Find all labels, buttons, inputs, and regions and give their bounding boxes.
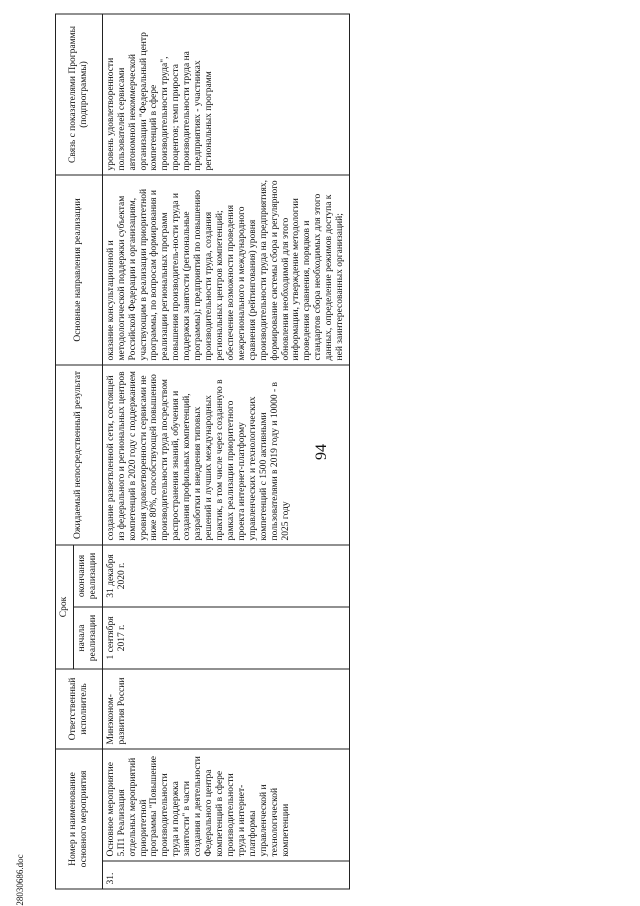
header-row [56, 14, 74, 889]
header-name: Номер и наименование основного мероприятия [56, 749, 103, 889]
row-start: 1 сентября 2017 г. [102, 607, 349, 669]
header-term: Срок [56, 545, 74, 669]
row-result: создание разветвленной сети, состоящей из федерального и региональных центров компетенций в 2020 году с поддержанием уровня удовлетворенности сервисами не ниже 80%, способствующей повышению производительности труда посредством распространения знаний, обучения и создания профильных компетенций, разработки и внедрения типовых решений и лучших международных практик, в том числе через созданную в рамках реализации приоритетного проекта интернет-платформу управленческих и технологических компетенций с 1500 активными пользователями в 2019 году и 10000 - в 2025 году [102, 365, 349, 545]
footer-file-code: 28030686.doc [15, 854, 25, 906]
row-number: 31. [102, 861, 349, 889]
table-row [102, 14, 349, 889]
row-link: уровень удовлетворенности пользователей сервисами автономной некоммерческой организации "Федеральный центр компетенций в сфере производительности труда", процентов; темп прироста производительности труда на предприятиях - участниках региональных программ [102, 14, 349, 175]
rotated-page [55, 15, 640, 890]
header-start: начала реализации [73, 607, 102, 669]
header-link: Связь с показателями Программы (подпрограммы) [56, 14, 103, 175]
header-result: Ожидаемый непосредственный результат [56, 365, 103, 545]
header-end: окончания реализации [73, 545, 102, 607]
row-name: Основное мероприятие 5.П1 Реализация отдельных мероприятий приоритетной программы "Повышение производительности труда и поддержка занятости" в части создания и деятельности Федерального центра компетенций в сфере производительности труда и интернет-платформы управленческой и технологической компетенции [102, 749, 349, 861]
header-directions: Основные направления реализации [56, 175, 103, 365]
header-responsible: Ответственный исполнитель [56, 669, 103, 749]
row-responsible: Минэконом-развития России [102, 669, 349, 749]
page-number: 94 [313, 444, 330, 460]
row-directions: оказание консультационной и методологической поддержки субъектам Российской Федерации и организациям, участвующим в реализации приоритетной программы, по вопросам формирования и реализации региональных программ повышения производитель-ности труда и поддержки занятости (региональные программы); предприятий по повышению производительности труда, создания региональных центров компетенций; обеспечение возможности проведения межрегионального и международного сравнения (рейтингования) уровня производительности труда на предприятиях, формирование системы сбора и регулярного обновления необходимой для этого информации, утверждение методологии проведения сравнения, порядков и стандартов сбора необходимых для этого данных, определение режимов доступа к ней заинтересованных организаций; [102, 175, 349, 365]
row-end: 31 декабря 2020 г. [102, 545, 349, 607]
measures-table [55, 13, 350, 889]
